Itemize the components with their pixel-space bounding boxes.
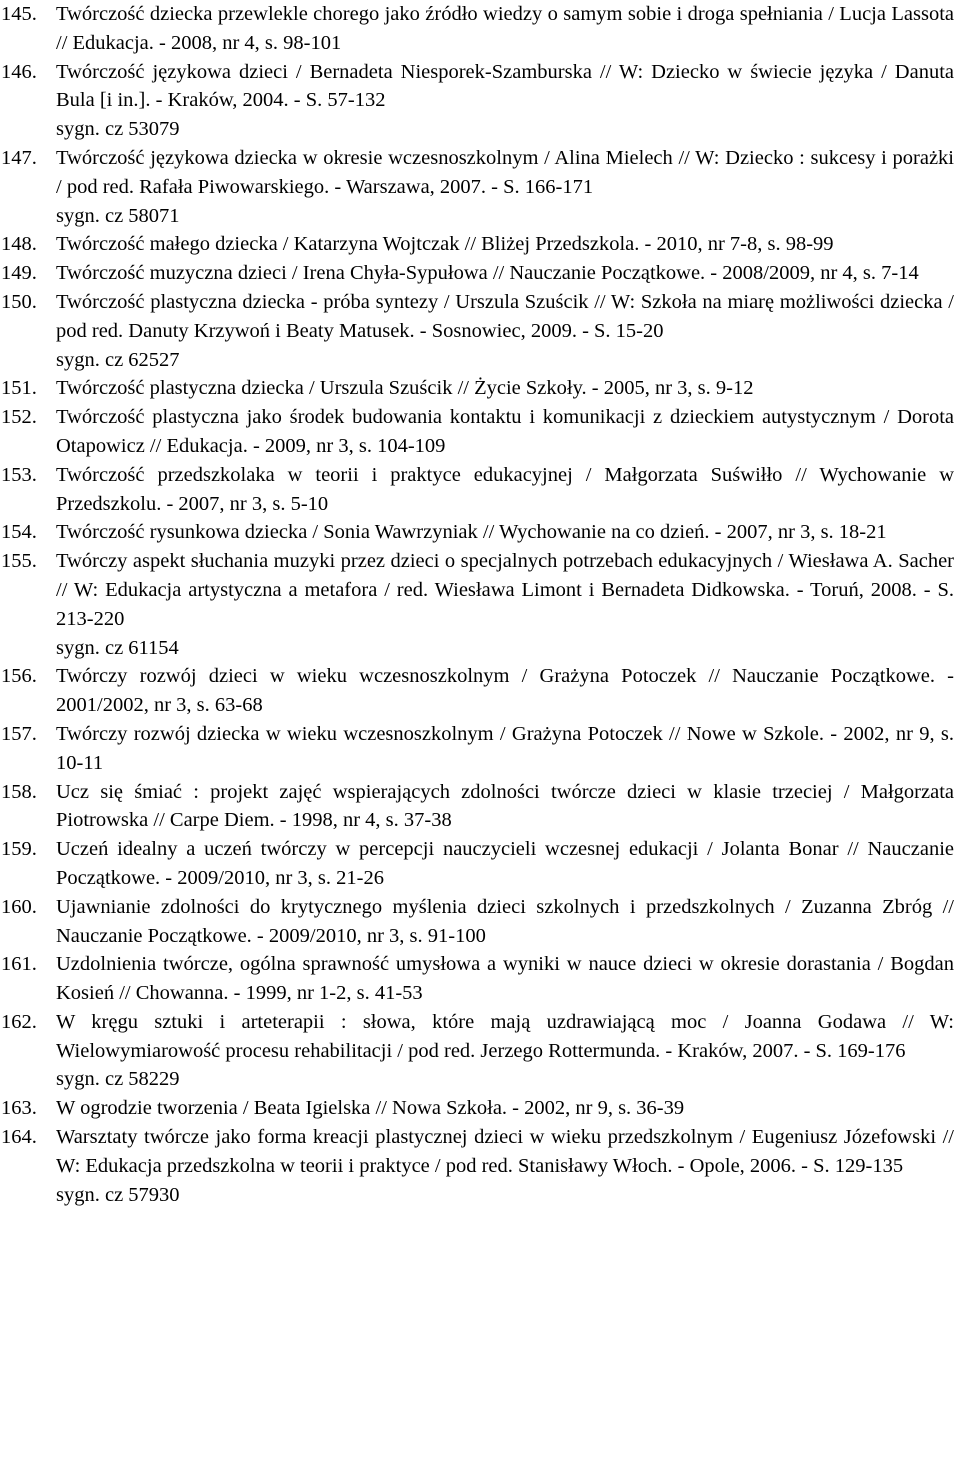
bibliography-entry — [0, 893, 960, 951]
entry-number: 151. — [1, 377, 37, 400]
entry-citation: Twórczość muzyczna dzieci / Irena Chyła-Sypułowa // Nauczanie Początkowe. - 2008/2009, nr 4, s. 7-14 — [56, 262, 919, 285]
entry-citation: Uczeń idealny a uczeń twórczy w percepcji nauczycieli wczesnej edukacji / Jolanta Bonar // Nauczanie Początkowe. - 2009/2010, nr 3, s. 21-26 — [56, 838, 954, 889]
bibliography-entry — [0, 518, 960, 547]
entry-number: 161. — [1, 953, 37, 976]
entry-body — [56, 0, 960, 58]
entry-citation: Twórczość plastyczna jako środek budowania kontaktu i komunikacji z dzieckiem autystycznym / Dorota Otapowicz // Edukacja. - 2009, nr 3, s. 104-109 — [56, 406, 954, 457]
entry-call-number: sygn. cz 58071 — [56, 204, 180, 227]
entry-body — [56, 1123, 960, 1209]
bibliography-entry — [0, 230, 960, 259]
bibliography-entry — [0, 374, 960, 403]
entry-citation: Twórczość plastyczna dziecka / Urszula Szuścik // Życie Szkoły. - 2005, nr 3, s. 9-12 — [56, 377, 754, 400]
entry-body — [56, 288, 960, 374]
bibliography-entry — [0, 403, 960, 461]
entry-body — [56, 58, 960, 144]
entry-call-number: sygn. cz 61154 — [56, 636, 179, 659]
entry-number: 146. — [1, 60, 37, 83]
entry-body — [56, 230, 960, 259]
entry-number: 152. — [1, 406, 37, 429]
entry-citation: Twórczość plastyczna dziecka - próba syntezy / Urszula Szuścik // W: Szkoła na miarę możliwości dziecka / pod red. Danuty Krzywoń i Beaty Matusek. - Sosnowiec, 2009. - S. 15-20 — [56, 290, 954, 342]
bibliography-entry — [0, 1008, 960, 1094]
bibliography-entry — [0, 950, 960, 1008]
entry-body — [56, 374, 960, 403]
bibliography-entry — [0, 144, 960, 230]
entry-body — [56, 662, 960, 720]
bibliography-entry — [0, 835, 960, 893]
entry-citation: Twórczość językowa dziecka w okresie wczesnoszkolnym / Alina Mielech // W: Dziecko : sukcesy i porażki / pod red. Rafała Piwowarskiego. - Warszawa, 2007. - S. 166-171 — [56, 146, 954, 198]
entry-citation: Twórczość językowa dzieci / Bernadeta Niesporek-Szamburska // W: Dziecko w świecie języka / Danuta Bula [i in.]. - Kraków, 2004. - S. 57-132 — [56, 60, 954, 112]
entry-body — [56, 144, 960, 230]
entry-number: 159. — [1, 838, 37, 861]
entry-body — [56, 1008, 960, 1094]
bibliography-entry — [0, 0, 960, 58]
entry-number: 148. — [1, 233, 37, 256]
entry-citation: Uzdolnienia twórcze, ogólna sprawność umysłowa a wyniki w nauce dzieci w okresie dorastania / Bogdan Kosień // Chowanna. - 1999, nr 1-2, s. 41-53 — [56, 953, 954, 1005]
entry-body — [56, 950, 960, 1008]
entry-citation: W ogrodzie tworzenia / Beata Igielska // Nowa Szkoła. - 2002, nr 9, s. 36-39 — [56, 1097, 685, 1120]
entry-citation: Twórczy rozwój dziecka w wieku wczesnoszkolnym / Grażyna Potoczek // Nowe w Szkole. - 2002, nr 9, s. 10-11 — [56, 722, 954, 774]
entry-citation: Twórczy rozwój dzieci w wieku wczesnoszkolnym / Grażyna Potoczek // Nauczanie Początkowe. - 2001/2002, nr 3, s. 63-68 — [56, 665, 954, 717]
entry-number: 162. — [1, 1010, 37, 1033]
bibliography-entry — [0, 461, 960, 519]
entry-call-number: sygn. cz 53079 — [56, 118, 180, 141]
entry-citation: W kręgu sztuki i arteterapii : słowa, które mają uzdrawiającą moc / Joanna Godawa // W: Wielowymiarowość procesu rehabilitacji / pod red. Jerzego Rottermunda. - Kraków, 2007. - S. 169-176 — [56, 1010, 954, 1062]
entry-citation: Twórczość małego dziecka / Katarzyna Wojtczak // Bliżej Przedszkola. - 2010, nr 7-8, s. 98-99 — [56, 233, 834, 256]
bibliography-entry — [0, 720, 960, 778]
entry-number: 155. — [1, 550, 37, 573]
entry-body — [56, 547, 960, 662]
entry-number: 150. — [1, 290, 37, 313]
entry-number: 156. — [1, 665, 37, 688]
bibliography-entry — [0, 547, 960, 662]
entry-citation: Ucz się śmiać : projekt zajęć wspierających zdolności twórcze dzieci w klasie trzeciej / Małgorzata Piotrowska // Carpe Diem. - 1998, nr 4, s. 37-38 — [56, 780, 954, 832]
entry-number: 149. — [1, 262, 37, 285]
entry-body — [56, 778, 960, 836]
entry-number: 147. — [1, 146, 37, 169]
entry-body — [56, 835, 960, 893]
entry-citation: Twórczość dziecka przewlekle chorego jako źródło wiedzy o samym sobie i droga spełniania / Lucja Lassota // Edukacja. - 2008, nr 4, s. 98-101 — [56, 3, 954, 54]
entry-number: 158. — [1, 780, 37, 803]
entry-call-number: sygn. cz 62527 — [56, 348, 180, 371]
entry-body — [56, 403, 960, 461]
entry-citation: Ujawnianie zdolności do krytycznego myślenia dzieci szkolnych i przedszkolnych / Zuzanna Zbróg // Nauczanie Początkowe. - 2009/2010, nr 3, s. 91-100 — [56, 895, 954, 947]
entry-number: 163. — [1, 1097, 37, 1120]
bibliography-entry — [0, 778, 960, 836]
entry-citation: Twórczość przedszkolaka w teorii i praktyce edukacyjnej / Małgorzata Suświłło // Wychowanie w Przedszkolu. - 2007, nr 3, s. 5-10 — [56, 463, 954, 515]
entry-call-number: sygn. cz 58229 — [56, 1068, 180, 1091]
bibliography-entry — [0, 58, 960, 144]
entry-number: 154. — [1, 521, 37, 544]
entry-number: 160. — [1, 895, 37, 918]
entry-body — [56, 518, 960, 547]
entry-body — [56, 259, 960, 288]
entry-number: 164. — [1, 1126, 37, 1149]
entry-body — [56, 461, 960, 519]
entry-body — [56, 893, 960, 951]
entry-body — [56, 720, 960, 778]
entry-citation: Twórczość rysunkowa dziecka / Sonia Wawrzyniak // Wychowanie na co dzień. - 2007, nr 3, s. 18-21 — [56, 521, 887, 544]
entry-number: 157. — [1, 722, 37, 745]
bibliography-entry — [0, 288, 960, 374]
bibliography-entry — [0, 259, 960, 288]
entry-number: 145. — [1, 3, 37, 25]
entry-citation: Twórczy aspekt słuchania muzyki przez dzieci o specjalnych potrzebach edukacyjnych / Wiesława A. Sacher // W: Edukacja artystyczna a metafora / red. Wiesława Limont i Bernadeta Didkowska. - Toruń, 2008. - S. 213-220 — [56, 550, 954, 630]
bibliography-entry — [0, 662, 960, 720]
entry-citation: Warsztaty twórcze jako forma kreacji plastycznej dzieci w wieku przedszkolnym / Eugeniusz Józefowski // W: Edukacja przedszkolna w teorii i praktyce / pod red. Stanisławy Włoch. - Opole, 2006. - S. 129-135 — [56, 1126, 954, 1177]
entry-body — [56, 1094, 960, 1123]
bibliography-entry — [0, 1094, 960, 1123]
bibliography-entry — [0, 1123, 960, 1209]
entry-number: 153. — [1, 463, 37, 486]
entry-call-number: sygn. cz 57930 — [56, 1183, 180, 1206]
